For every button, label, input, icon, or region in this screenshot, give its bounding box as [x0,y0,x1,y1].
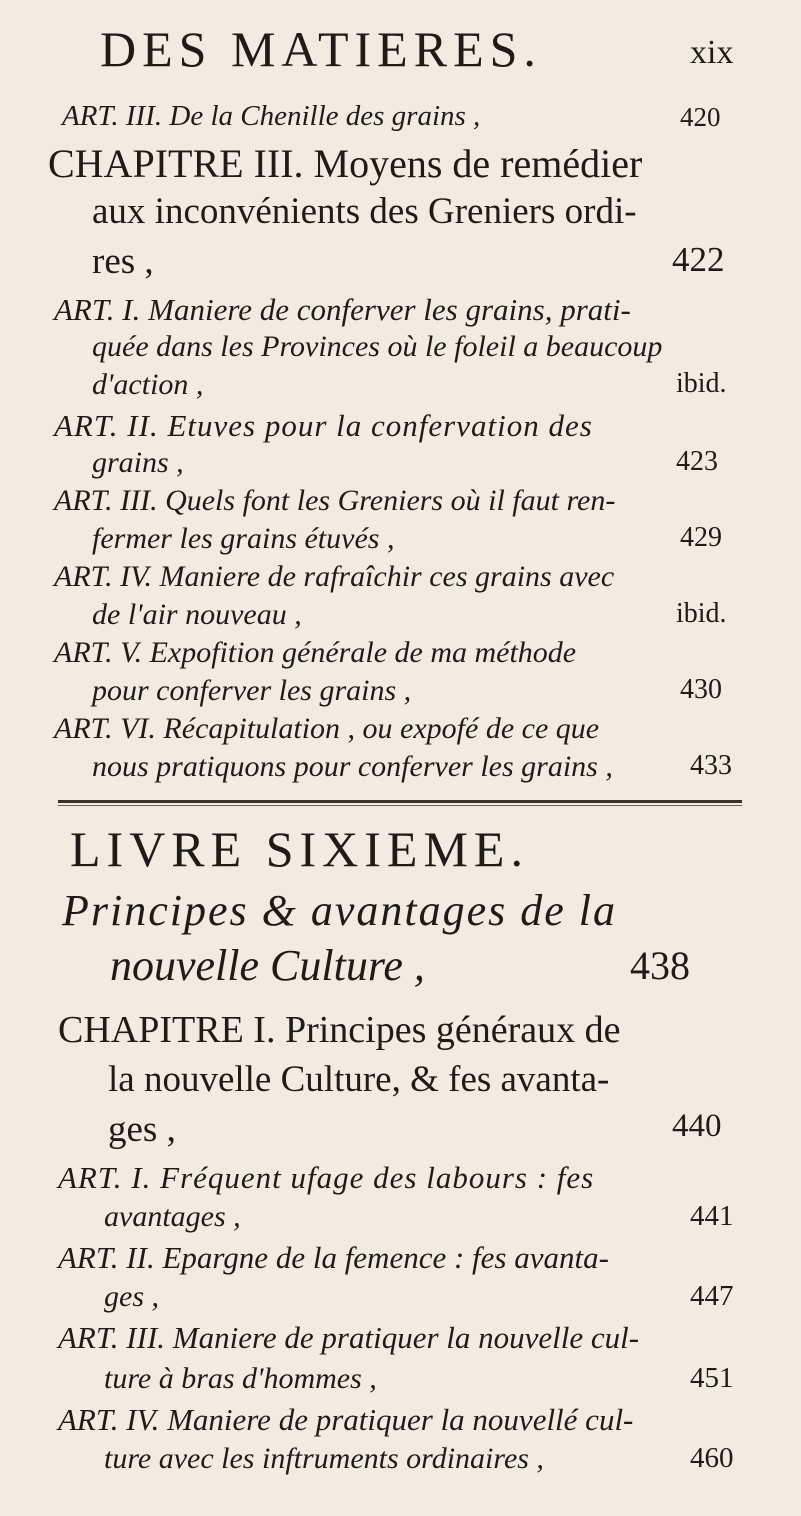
toc-line: ART. II. Epargne de la femence : fes avanta- [58,1240,609,1275]
toc-line: ges , [108,1109,176,1150]
livre-heading: LIVRE SIXIEME. [70,821,529,877]
page-number: 451 [690,1362,734,1394]
page-number: 433 [690,750,732,781]
toc-line: ART. IV. Maniere de rafraîchir ces grains avec [54,560,615,593]
toc-line: ture avec les inftruments ordinaires , [104,1442,544,1475]
page-number: 423 [676,446,718,477]
page-number: 438 [630,943,690,988]
page-number: ibid. [676,598,727,629]
toc-line: ART. III. Maniere de pratiquer la nouvelle cul- [58,1320,640,1355]
toc-line: ART. I. Maniere de conferver les grains, prati- [54,292,631,327]
page-number: 430 [680,674,722,705]
page-number: 441 [690,1200,734,1232]
page-number: 440 [672,1108,722,1144]
toc-line: ART. I. Fréquent ufage des labours : fes [58,1160,595,1195]
toc-line: quée dans les Provinces où le foleil a beaucoup [92,330,663,363]
toc-line: res , [92,241,154,282]
toc-line: ART. IV. Maniere de pratiquer la nouvellé cul- [58,1402,634,1437]
toc-line: la nouvelle Culture, & fes avanta- [108,1059,610,1100]
page-number: 460 [690,1442,734,1474]
page-number: 429 [680,522,722,553]
running-header [0,20,801,76]
header-folio: xix [690,34,734,71]
page-number: 447 [690,1280,734,1312]
toc-line: CHAPITRE III. Moyens de remédier [48,141,643,186]
toc-line: ART. II. Etuves pour la confervation des [54,408,593,443]
page-number: ibid. [676,368,727,399]
section-rule [58,800,742,803]
toc-line: pour conferver les grains , [92,674,412,707]
toc-line: ART. V. Expofition générale de ma méthode [54,636,577,669]
toc-line: d'action , [92,368,204,401]
toc-line: ges , [104,1280,159,1313]
toc-line: grains , [92,446,184,479]
toc-line: nous pratiquons pour conferver les grains , [92,750,613,783]
toc-line: nouvelle Culture , [110,941,425,990]
page-number: 422 [672,240,725,279]
toc-line: de l'air nouveau , [92,598,302,631]
toc-line: aux inconvénients des Greniers ordi- [92,191,637,232]
toc-line: Principes & avantages de la [62,886,618,935]
toc-line: ART. III. De la Chenille des grains , [62,100,481,132]
toc-line: CHAPITRE I. Principes généraux de [58,1009,621,1051]
page-number: 420 [680,102,721,132]
toc-line: ture à bras d'hommes , [104,1362,377,1395]
toc-line: fermer les grains étuvés , [92,522,395,555]
toc-line: ART. III. Quels font les Greniers où il faut ren- [54,484,616,517]
toc-line: avantages , [104,1200,241,1233]
toc-line: ART. VI. Récapitulation , ou expofé de ce que [54,712,600,745]
header-title: DES MATIERES. [100,21,542,77]
